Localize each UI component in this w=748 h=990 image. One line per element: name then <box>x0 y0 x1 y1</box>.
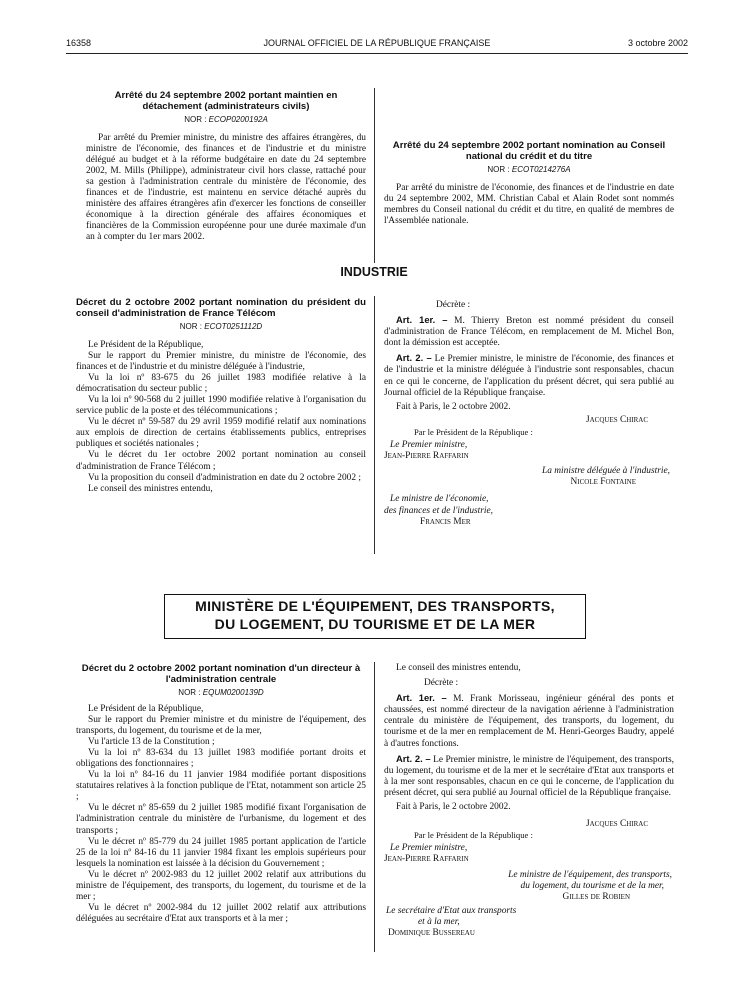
article-1: Art. 1er. – M. Frank Morisseau, ingénieur général des ponts et chaussées, est nommé directeur de la navigation aérienne à l'administration centrale du ministère de l'équipement, des transports, du logement, du tourisme et de la mer en remplacement de M. Henri-Georges Baudry, appelé à d'autres fonctions. <box>384 692 674 749</box>
visa-line: Vu la proposition du conseil d'administration en date du 2 octobre 2002 ; <box>88 472 361 483</box>
visa-line: Le conseil des ministres entendu, <box>88 483 213 494</box>
nor-reference: NOR : EQUM0200139D <box>178 688 264 698</box>
fait-a-paris: Fait à Paris, le 2 octobre 2002. <box>396 401 511 412</box>
decrete-label: Décrète : <box>424 678 459 689</box>
decret-france-telecom <box>76 297 366 495</box>
section-heading-industrie: INDUSTRIE <box>340 265 408 279</box>
nor-reference: NOR : ECOT0214276A <box>487 165 571 175</box>
visa-line: Vu le décret du 1er octobre 2002 portant nomination au conseil d'administration de France Télécom ; <box>76 450 366 472</box>
column-divider <box>374 88 375 263</box>
visa-line: Le Président de la République, <box>88 339 204 350</box>
decret-title: Décret du 2 octobre 2002 portant nomination du président du conseil d'administration de France Télécom <box>76 297 366 320</box>
section-heading-line: DU LOGEMENT, DU TOURISME ET DE LA MER <box>214 615 536 632</box>
signatory-title: La ministre déléguée à l'industrie, <box>542 466 670 477</box>
article-2: Art. 2. – Le Premier ministre, le ministre de l'économie, des finances et de l'industrie et la ministre déléguée à l'industrie sont responsables, chacun en ce qui le concerne, de l'application du présent décret, qui sera publié au Journal officiel de la République française. <box>384 352 674 398</box>
visa-line: Vu le décret nº 2002-983 du 12 juillet 2002 relatif aux attributions du ministre de l'équipement, des transports, du logement, du tourisme et de la mer ; <box>76 869 366 903</box>
signatory-title: des finances et de l'industrie, <box>384 505 494 516</box>
signatory-name: Gilles de Robien <box>562 891 630 902</box>
signatory-name: Francis Mer <box>420 516 471 527</box>
signatory-title: Le secrétaire d'Etat aux transports <box>386 905 517 916</box>
signatory-title: Le ministre de l'équipement, des transports, <box>508 869 672 880</box>
visa-line: Vu la loi nº 84-16 du 11 janvier 1984 modifiée portant dispositions statutaires relatives à la fonction publique de l'Etat, notamment son article 25 ; <box>76 770 366 803</box>
signature-president: Jacques Chirac <box>585 819 648 830</box>
page-number: 16358 <box>66 38 92 48</box>
nor-reference: NOR : ECOT0251112D <box>179 322 263 332</box>
column-divider <box>374 662 375 952</box>
visa-line: Sur le rapport du Premier ministre et du ministre de l'équipement, des transports, du logement, du tourisme et de la mer, <box>76 714 366 736</box>
decret-directeur-articles <box>384 663 674 939</box>
visa-line: Vu la loi nº 83-675 du 26 juillet 1983 modifiée relative à la démocratisation du secteur public ; <box>76 372 366 394</box>
section-heading-ministere-equipement <box>164 594 586 639</box>
column-divider <box>374 296 375 554</box>
visa-line: Vu le décret nº 59-587 du 29 avril 1959 modifié relatif aux nominations aux emplois de direction de certains établissements publics, entreprises publiques et sociétés nationales ; <box>76 417 366 450</box>
visa-line: Vu la loi nº 83-634 du 13 juillet 1983 modifiée portant droits et obligations des fonctionnaires ; <box>76 747 366 769</box>
arrete-title: Arrêté du 24 septembre 2002 portant maintien en détachement (administrateurs civils) <box>114 90 338 113</box>
visa-line: Le Président de la République, <box>88 703 204 714</box>
signatory-name: Jean-Pierre Raffarin <box>384 451 469 462</box>
arrete-title: Arrêté du 24 septembre 2002 portant nomination au Conseil national du crédit et du titre <box>392 140 666 163</box>
visa-line: Sur le rapport du Premier ministre, du ministre de l'économie, des finances et de l'industrie et du ministre déléguée à l'industrie, <box>76 350 366 372</box>
signatory-name: Nicole Fontaine <box>570 477 636 488</box>
visa-line: Vu le décret nº 85-779 du 24 juillet 1985 portant application de l'article 25 de la loi nº 84-16 du 11 janvier 1984 fixant les emplois supérieurs pour lesquels la nomination est laissée à la décision du Gouvernement ; <box>76 836 366 869</box>
header-rule <box>66 53 688 54</box>
article-1: Art. 1er. – M. Thierry Breton est nommé président du conseil d'administration de France Télécom, en remplacement de M. Michel Bon, dont la démission est acceptée. <box>384 314 675 349</box>
par-le-president: Par le Président de la République : <box>414 830 533 841</box>
decret-title: Décret du 2 octobre 2002 portant nomination d'un directeur à l'administration centrale <box>81 663 361 686</box>
fait-a-paris: Fait à Paris, le 2 octobre 2002. <box>396 802 511 813</box>
visa-line: Vu le décret nº 85-659 du 2 juillet 1985 modifié fixant l'organisation de l'administration centrale du ministère de l'urbanisme, du logement et des transports ; <box>76 803 366 836</box>
signature-president: Jacques Chirac <box>585 414 648 425</box>
decret-directeur-administration <box>76 663 366 925</box>
signatory-name: Jean-Pierre Raffarin <box>384 854 469 865</box>
par-le-president: Par le Président de la République : <box>414 426 533 437</box>
conseil-line: Le conseil des ministres entendu, <box>396 663 521 673</box>
signatory-title: Le Premier ministre, <box>390 843 468 854</box>
signatory-title: Le Premier ministre, <box>390 440 468 451</box>
issue-date: 3 octobre 2002 <box>627 38 688 48</box>
arrete-body: Par arrêté du ministre de l'économie, des finances et de l'industrie en date du 24 septembre 2002, MM. Christian Cabal et Alain Rodet sont nommés membres du Conseil national du crédit et du titre, en qualité de membres de l'Assemblée nationale. <box>384 182 674 226</box>
arrete-body: Par arrêté du Premier ministre, du ministre des affaires étrangères, du ministre de l'économie, des finances et de l'industrie et du ministre délégué au budget et à la réforme budgétaire en date du 24 septembre 2002, M. Mills (Philippe), administrateur civil hors classe, rattaché pour sa gestion à l'administration centrale du ministère de l'économie, des finances et de l'industrie, est maintenu en service détaché auprès du ministère des affaires étrangères afin d'exercer les fonctions de conseiller économique à la direction générale des affaires économiques et financières de la Commission européenne pour une durée maximale d'un an à compter du 1er mars 2002. <box>86 132 366 243</box>
signatory-title: du logement, du tourisme et de la mer, <box>520 880 664 891</box>
page-header <box>66 38 688 52</box>
visa-line: Vu la loi nº 90-568 du 2 juillet 1990 modifiée relative à l'organisation du service public de la poste et des télécommunications ; <box>76 394 366 417</box>
visa-line: Vu l'article 13 de la Constitution ; <box>88 736 215 747</box>
signatory-title: Le ministre de l'économie, <box>390 494 489 505</box>
section-heading-line: MINISTÈRE DE L'ÉQUIPEMENT, DES TRANSPORTS, <box>195 598 555 614</box>
decret-france-telecom-articles <box>384 300 674 528</box>
arrete-conseil-credit <box>384 140 674 227</box>
decrete-label: Décrète : <box>436 300 471 310</box>
signatory-name: Dominique Bussereau <box>388 928 475 939</box>
article-2: Art. 2. – Le Premier ministre, le ministre de l'équipement, des transports, du logement, du tourisme et de la mer et le secrétaire d'Etat aux transports et à la mer sont responsables, chacun en ce qui le concerne, de l'application du présent décret, qui sera publié au Journal officiel de la République française. <box>384 752 674 798</box>
visa-line: Vu le décret nº 2002-984 du 12 juillet 2002 relatif aux attributions déléguées au secrétaire d'Etat aux transports et à la mer ; <box>76 903 366 925</box>
arrete-maintien-detachement <box>86 90 366 243</box>
signatory-title: et à la mer, <box>418 916 460 927</box>
journal-title: JOURNAL OFFICIEL DE LA RÉPUBLIQUE FRANÇAISE <box>263 38 491 48</box>
nor-reference: NOR : ECOP0200192A <box>184 115 268 125</box>
